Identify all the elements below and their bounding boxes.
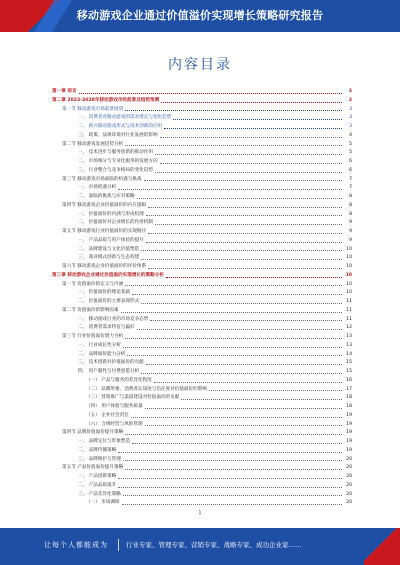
toc-leader-dots [118, 452, 342, 453]
toc-entry-title: （一） 产品与服务的差异化程度 [86, 377, 152, 383]
toc-leader-dots [141, 373, 342, 374]
toc-leader-dots [125, 285, 342, 286]
toc-entry[interactable] [52, 193, 352, 202]
toc-entry[interactable] [52, 351, 352, 360]
toc-entry-title: 一、 市场机遇分析 [78, 185, 117, 191]
toc-entry-page: 3 [348, 89, 352, 94]
toc-leader-dots [150, 320, 342, 321]
toc-leader-dots [155, 172, 342, 173]
toc-entry-page: 19 [346, 421, 352, 427]
toc-entry-page: 15 [346, 369, 352, 374]
toc-entry-page: 3 [348, 97, 352, 103]
toc-entry-page: 3 [349, 124, 352, 129]
toc-leader-dots [79, 93, 342, 94]
toc-entry-title: 三、 品牌维护与管理 [78, 456, 121, 462]
toc-entry[interactable] [52, 167, 352, 176]
toc-entry[interactable] [52, 281, 352, 290]
toc-entry-title: 第一节 价值溢价的定义与内涵 [62, 281, 124, 287]
toc-entry-page: 19 [346, 447, 352, 453]
toc-entry[interactable] [52, 429, 352, 438]
toc-entry-page: 20 [346, 474, 352, 479]
toc-leader-dots [164, 128, 342, 129]
toc-entry-title: 一、 价值溢价的理论基础 [78, 290, 130, 296]
toc-entry[interactable] [52, 289, 352, 298]
toc-entry-page: 10 [345, 272, 352, 278]
toc-entry-title: 一、 品牌定位与形象塑造 [78, 439, 130, 444]
toc-leader-dots [125, 110, 342, 111]
toc-entry-title: 二、 面临的挑战与应对策略 [78, 194, 135, 199]
toc-entry-title: 一、 技术进步与服务创新的推动作用 [78, 150, 153, 156]
toc-entry[interactable] [52, 403, 352, 412]
toc-entry-page: 18 [346, 404, 352, 409]
table-of-contents [52, 88, 352, 508]
toc-entry-page: 9 [349, 229, 352, 234]
toc-entry-page: 13 [346, 342, 352, 348]
toc-leader-dots [137, 329, 342, 330]
toc-entry-title: 三、 技术创新对价值溢价的贡献 [78, 360, 144, 366]
toc-entry-title: 第五节 产品价值溢价提升策略 [62, 465, 124, 471]
toc-leader-dots [125, 469, 342, 470]
toc-entry-page: 9 [349, 220, 352, 226]
toc-entry[interactable] [52, 176, 352, 185]
toc-entry-title: 三、 政策、法规环境对行业发展的影响 [78, 132, 158, 138]
toc-entry[interactable] [52, 114, 352, 123]
toc-entry-title: 第二节 移动游戏发展趋势分析 [62, 141, 124, 147]
toc-entry[interactable] [52, 149, 352, 158]
toc-entry[interactable] [52, 324, 352, 333]
toc-entry-title: 一、 产品创新策略 [78, 474, 117, 479]
toc-leader-dots [145, 408, 342, 409]
toc-entry[interactable] [52, 377, 352, 386]
toc-entry[interactable] [52, 158, 352, 167]
toc-entry-page: 19 [346, 412, 352, 418]
toc-leader-dots [137, 198, 342, 199]
toc-entry-page: 11 [346, 316, 352, 322]
toc-leader-dots [146, 215, 342, 216]
toc-entry[interactable] [52, 219, 352, 228]
toc-entry[interactable] [52, 106, 352, 115]
toc-leader-dots [181, 399, 342, 400]
toc-entry-page: 8 [349, 202, 352, 208]
toc-entry[interactable] [52, 228, 352, 237]
toc-entry-title: 第一章 前言 [52, 89, 77, 94]
toc-entry-title: 一、 移动游戏行业的市场竞争态势 [78, 316, 149, 322]
toc-entry-page: 8 [349, 211, 352, 217]
toc-entry-title: 二、 品牌传播策略 [78, 447, 117, 453]
toc-entry-page: 18 [346, 395, 352, 401]
toc-entry[interactable] [52, 237, 352, 246]
toc-entry-title: 第六节 移动游戏企业价值溢价的评价体系 [62, 264, 147, 269]
toc-leader-dots [173, 119, 342, 120]
toc-entry-title: 第三节 移动游戏市场面临的机遇与挑战 [62, 176, 142, 182]
toc-entry[interactable] [52, 438, 352, 447]
toc-entry-page: 19 [346, 439, 352, 444]
toc-entry-title: （五） 企业社会责任 [86, 412, 129, 418]
footer-divider [118, 539, 119, 551]
toc-entry-page: 4 [349, 132, 352, 138]
toc-entry[interactable] [52, 272, 352, 281]
toc-entry-page: 6 [349, 159, 352, 164]
toc-leader-dots [148, 207, 342, 208]
toc-entry[interactable] [52, 307, 352, 316]
toc-leader-dots [148, 268, 342, 269]
toc-entry[interactable] [52, 246, 352, 255]
toc-entry-title: 第四节 品牌价值溢价提升策略 [62, 430, 124, 436]
toc-entry[interactable] [52, 473, 352, 482]
toc-leader-dots [125, 338, 342, 339]
toc-entry[interactable] [52, 184, 352, 193]
toc-heading: 内容目录 [168, 57, 232, 73]
toc-entry[interactable] [52, 88, 352, 97]
toc-leader-dots [118, 487, 342, 488]
toc-entry-title: 一、 价值溢价的内涵与形成机理 [78, 211, 144, 217]
toc-leader-dots [209, 390, 342, 391]
toc-entry-page: 10 [346, 290, 352, 296]
toc-entry[interactable] [52, 97, 352, 106]
toc-leader-dots [127, 355, 342, 356]
toc-entry-page: 6 [349, 167, 352, 173]
toc-entry-title: 第二节 价值溢价的影响因素 [62, 307, 119, 313]
toc-entry-title: 第一节 移动游戏市场前景展望 [62, 106, 124, 112]
toc-leader-dots [154, 382, 342, 383]
toc-entry[interactable] [52, 394, 352, 403]
toc-entry-title: 第五节 移动游戏行业价值溢价的实现路径 [62, 229, 147, 234]
toc-entry-page: 10 [346, 264, 352, 269]
toc-leader-dots [146, 242, 342, 243]
toc-entry[interactable] [52, 254, 352, 263]
toc-entry-title: 第三节 行业价值溢价潜力分析 [62, 334, 124, 339]
toc-leader-dots [122, 504, 342, 505]
toc-entry-page: 11 [346, 307, 352, 313]
toc-entry[interactable] [52, 482, 352, 491]
toc-entry[interactable] [52, 342, 352, 351]
toc-entry-title: 二、 消费者需求特征与偏好 [78, 325, 135, 331]
toc-entry-page: 9 [349, 237, 352, 243]
toc-leader-dots [123, 495, 342, 496]
toc-leader-dots [146, 364, 342, 365]
toc-leader-dots [141, 250, 342, 251]
toc-leader-dots [118, 478, 342, 479]
toc-entry-page: 8 [349, 194, 352, 199]
toc-entry-page: 7 [349, 185, 352, 191]
toc-leader-dots [148, 233, 342, 234]
toc-entry-page: 13 [346, 334, 352, 339]
toc-entry-title: （四） 用户体验与服务质量 [86, 404, 143, 409]
toc-entry-title: 一、 消费者对移动游戏的需求增长与变化趋势 [78, 115, 172, 121]
toc-entry-page: 20 [346, 500, 352, 506]
toc-entry[interactable] [52, 132, 352, 141]
toc-entry-title: （一） 市场调研 [86, 500, 120, 506]
toc-entry[interactable] [52, 123, 352, 132]
toc-leader-dots [141, 259, 342, 260]
toc-entry-title: 二、 价值溢价对企业增长的作用机制 [78, 220, 153, 226]
toc-entry-page: 10 [346, 255, 352, 261]
toc-entry-page: 3 [349, 115, 352, 121]
toc-entry-title: 二、 市场细分与专业化服务的发展方向 [78, 159, 158, 164]
toc-entry-page: 7 [349, 176, 352, 182]
toc-entry[interactable] [52, 386, 352, 395]
toc-entry[interactable] [52, 464, 352, 473]
toc-entry[interactable] [52, 211, 352, 220]
footer-red-accent [364, 528, 400, 565]
toc-leader-dots [125, 434, 342, 435]
toc-entry[interactable] [52, 333, 352, 342]
toc-entry-title: （二） 品牌形象、消费者认知度与信任度对价值溢价的影响 [86, 386, 207, 392]
toc-entry-page: 10 [346, 246, 352, 252]
toc-entry-page: 14 [346, 351, 352, 357]
toc-leader-dots [132, 443, 342, 444]
toc-entry[interactable] [52, 499, 352, 508]
toc-entry-title: 第二章 2023-2028年移动游戏市场前景及趋势预测 [52, 97, 160, 103]
toc-entry[interactable] [52, 412, 352, 421]
toc-entry-title: 二、 新兴移动游戏形式与技术创新的应用 [78, 124, 163, 129]
toc-leader-dots [125, 145, 342, 146]
toc-leader-dots [160, 163, 342, 164]
toc-leader-dots [155, 224, 342, 225]
toc-entry-title: 四、 用户黏性与付费意愿分析 [78, 369, 140, 374]
toc-entry[interactable] [52, 141, 352, 150]
toc-entry[interactable] [52, 263, 352, 272]
toc-entry-page: 16 [346, 377, 352, 383]
toc-leader-dots [166, 277, 342, 278]
toc-entry-page: 20 [346, 491, 352, 497]
toc-entry-page: 3 [349, 106, 352, 112]
toc-leader-dots [161, 102, 342, 103]
toc-entry-title: 一、 行业成长性分析 [78, 342, 121, 348]
toc-entry-title: （六） 合规经营与风险管理 [86, 421, 143, 427]
toc-leader-dots [141, 303, 342, 304]
toc-entry-page: 20 [346, 456, 352, 462]
toc-entry-title: （三） 营销推广与渠道建设对价值溢价的贡献 [86, 395, 180, 401]
toc-entry-page: 20 [346, 482, 352, 488]
toc-entry-page: 15 [346, 360, 352, 366]
toc-entry-title: 一、 产品品质与用户体验的提升 [78, 237, 144, 243]
toc-entry-page: 5 [349, 150, 352, 156]
toc-entry[interactable] [52, 316, 352, 325]
toc-leader-dots [132, 294, 342, 295]
toc-entry-page: 20 [346, 465, 352, 471]
toc-entry[interactable] [52, 491, 352, 500]
toc-entry[interactable] [52, 447, 352, 456]
toc-entry-page: 12 [346, 325, 352, 331]
toc-leader-dots [155, 154, 342, 155]
toc-entry-title: 二、 价值溢价的主要表现形式 [78, 299, 140, 304]
toc-leader-dots [160, 137, 342, 138]
toc-entry-title: 第四节 移动游戏企业价值溢价的内在逻辑 [62, 202, 147, 208]
page-number: 1 [198, 510, 202, 516]
toc-entry[interactable] [52, 202, 352, 211]
toc-entry-page: 17 [346, 386, 352, 392]
toc-entry-title: 第三章 移动游戏企业通过价值溢价实现增长的策略分析 [52, 272, 164, 278]
toc-entry-title: 三、 商业模式创新与生态构建 [78, 255, 140, 261]
toc-leader-dots [123, 347, 342, 348]
toc-entry-title: 二、 产品品质提升 [78, 482, 117, 488]
toc-leader-dots [123, 460, 342, 461]
toc-entry-title: 三、 产品差异化策略 [78, 491, 121, 497]
toc-entry[interactable] [52, 359, 352, 368]
toc-entry-title: 二、 品牌溢价能力分析 [78, 351, 126, 357]
toc-entry-title: 二、 品牌建设与文化价值塑造 [78, 246, 140, 252]
toc-entry[interactable] [52, 421, 352, 430]
toc-leader-dots [121, 312, 342, 313]
toc-entry-title: 三、 行业整合与竞争格局的变化趋势 [78, 167, 153, 173]
toc-entry[interactable] [52, 368, 352, 377]
toc-entry[interactable] [52, 456, 352, 465]
toc-entry-page: 5 [349, 141, 352, 147]
toc-entry-page: 11 [346, 299, 352, 304]
toc-leader-dots [145, 425, 342, 426]
toc-leader-dots [144, 180, 342, 181]
toc-leader-dots [118, 189, 342, 190]
toc-entry-page: 10 [346, 281, 352, 287]
toc-entry-page: 19 [346, 430, 352, 436]
toc-leader-dots [131, 417, 342, 418]
report-title: 移动游戏企业通过价值溢价实现增长策略研究报告 [76, 9, 324, 22]
footer-slogan-left: 让每个人都能成为 [44, 541, 108, 549]
toc-entry[interactable] [52, 298, 352, 307]
footer-slogan-right: 行业专家、管理专家、营销专家、战略专家、成功企业家…… [126, 541, 302, 549]
